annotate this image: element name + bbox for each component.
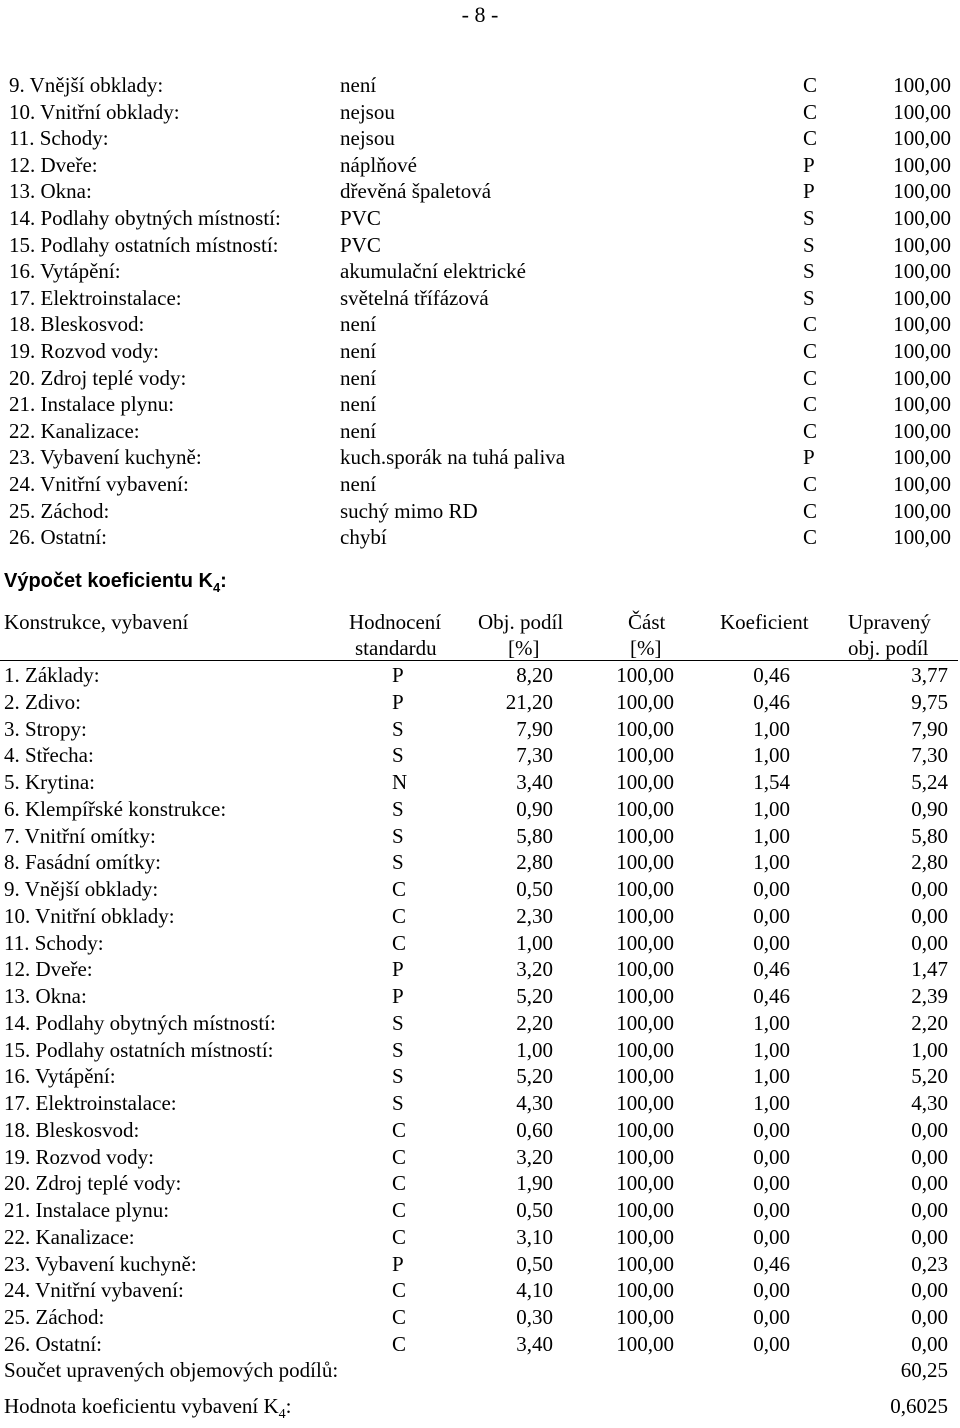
item-standard: P [803, 179, 815, 204]
row-standard: C [392, 930, 407, 955]
table-row [0, 903, 960, 930]
row-standard: S [392, 716, 404, 741]
row-name: 14. Podlahy obytných místností: [4, 1010, 276, 1035]
row-part: 100,00 [616, 716, 674, 741]
item-value: 100,00 [893, 126, 951, 151]
list-item [0, 338, 960, 364]
k4-label: Hodnota koeficientu vybavení $K_4$: [4, 1394, 292, 1423]
row-share: 0,60 [516, 1117, 553, 1142]
row-adjusted: 5,24 [911, 770, 948, 794]
row-adjusted: 0,00 [911, 1305, 948, 1329]
row-name: 26. Ostatní: [4, 1331, 102, 1356]
row-part: 100,00 [616, 1064, 674, 1089]
item-value: 100,00 [893, 152, 951, 177]
row-part: 100,00 [616, 1037, 674, 1062]
list-item [0, 498, 960, 524]
row-adjusted: 0,23 [911, 1251, 948, 1276]
row-standard: C [392, 903, 407, 928]
item-description: dřevěná špaletová [340, 179, 492, 204]
row-part: 100,00 [616, 823, 674, 848]
row-coefficient: 0,46 [753, 663, 790, 687]
row-name: 15. Podlahy ostatních místností: [4, 1037, 274, 1062]
item-standard: C [803, 339, 818, 363]
header-divider [0, 660, 958, 661]
item-standard: C [803, 73, 818, 97]
item-standard: S [803, 206, 815, 230]
row-part: 100,00 [616, 796, 674, 821]
page-number: - 8 - [461, 2, 499, 27]
table-row [0, 930, 960, 957]
item-name: 14. Podlahy obytných místností: [9, 206, 281, 230]
table-row [0, 1010, 960, 1037]
list-item [0, 418, 960, 444]
item-value: 100,00 [893, 73, 951, 97]
item-standard: S [803, 259, 815, 284]
table-row [0, 1144, 960, 1171]
table-row [0, 1251, 960, 1278]
table-row [0, 823, 960, 850]
table-row [0, 1063, 960, 1090]
row-part: 100,00 [616, 1091, 674, 1115]
row-part: 100,00 [616, 850, 674, 875]
table-row [0, 1304, 960, 1331]
row-part: 100,00 [616, 1010, 674, 1035]
row-adjusted: 0,00 [911, 930, 948, 955]
table-row [0, 1331, 960, 1358]
header-adjusted-2: obj. podíl [848, 636, 929, 660]
item-value: 100,00 [893, 179, 951, 204]
list-item [0, 258, 960, 284]
row-coefficient: 0,46 [753, 1251, 790, 1276]
list-item [0, 285, 960, 311]
list-item [0, 444, 960, 470]
table-row [0, 742, 960, 769]
row-coefficient: 0,00 [753, 1278, 790, 1303]
header-construction: Konstrukce, vybavení [4, 610, 189, 634]
item-description: světelná třífázová [340, 285, 489, 310]
item-description: suchý mimo RD [340, 498, 478, 523]
item-value: 100,00 [893, 232, 951, 257]
item-name: 19. Rozvod vody: [9, 339, 159, 363]
row-standard: C [392, 1278, 407, 1303]
item-description: není [340, 365, 377, 390]
row-share: 4,10 [516, 1278, 553, 1303]
row-name: 4. Střecha: [4, 743, 94, 768]
row-share: 5,20 [516, 984, 553, 1008]
item-name: 22. Kanalizace: [9, 418, 140, 443]
row-standard: C [392, 1198, 407, 1222]
header-standard-1: Hodnocení [349, 610, 442, 634]
item-value: 100,00 [893, 498, 951, 523]
row-share: 3,40 [516, 1331, 553, 1356]
row-share: 2,30 [516, 903, 553, 928]
table-row [0, 1224, 960, 1251]
table-row [0, 849, 960, 876]
row-part: 100,00 [616, 1144, 674, 1169]
row-standard: N [392, 770, 408, 794]
row-share: 0,50 [516, 1198, 553, 1222]
row-standard: C [392, 1224, 407, 1249]
row-adjusted: 0,00 [911, 1198, 948, 1222]
item-standard: C [803, 472, 818, 496]
table-row [0, 983, 960, 1010]
list-item [0, 311, 960, 337]
item-standard: S [803, 285, 815, 310]
item-value: 100,00 [893, 418, 951, 443]
row-name: 9. Vnější obklady: [4, 877, 159, 901]
row-part: 100,00 [616, 689, 674, 714]
row-part: 100,00 [616, 1251, 674, 1276]
row-part: 100,00 [616, 1331, 674, 1356]
item-value: 100,00 [893, 206, 951, 230]
row-coefficient: 0,00 [753, 877, 790, 901]
row-standard: S [392, 850, 404, 875]
row-coefficient: 1,00 [753, 1010, 790, 1035]
item-value: 100,00 [893, 99, 951, 124]
sum-row [0, 1357, 960, 1383]
row-share: 7,30 [516, 743, 553, 768]
header-adjusted-1: Upravený [848, 610, 931, 634]
item-description: chybí [340, 525, 387, 550]
row-coefficient: 0,00 [753, 1305, 790, 1329]
row-share: 2,20 [516, 1010, 553, 1035]
row-adjusted: 7,30 [911, 743, 948, 768]
item-description: není [340, 312, 377, 337]
item-standard: P [803, 152, 815, 177]
item-description: není [340, 339, 377, 363]
row-part: 100,00 [616, 1224, 674, 1249]
row-name: 12. Dveře: [4, 957, 93, 982]
row-standard: S [392, 743, 404, 768]
item-standard: P [803, 445, 815, 470]
list-item [0, 125, 960, 151]
row-coefficient: 0,46 [753, 957, 790, 982]
row-adjusted: 2,80 [911, 850, 948, 875]
row-standard: C [392, 877, 407, 901]
row-share: 1,00 [516, 1037, 553, 1062]
row-coefficient: 1,00 [753, 796, 790, 821]
item-value: 100,00 [893, 312, 951, 337]
row-standard: C [392, 1331, 407, 1356]
item-name: 20. Zdroj teplé vody: [9, 365, 187, 390]
item-standard: S [803, 232, 815, 257]
row-name: 11. Schody: [4, 930, 104, 955]
k4-value: 0,6025 [890, 1394, 948, 1418]
row-adjusted: 0,00 [911, 1278, 948, 1303]
row-part: 100,00 [616, 770, 674, 794]
row-standard: S [392, 1064, 404, 1089]
table-row [0, 876, 960, 903]
row-part: 100,00 [616, 984, 674, 1008]
row-part: 100,00 [616, 1305, 674, 1329]
header-share-2: [%] [508, 636, 540, 660]
row-adjusted: 0,90 [911, 796, 948, 821]
row-adjusted: 5,20 [911, 1064, 948, 1089]
row-name: 7. Vnitřní omítky: [4, 823, 156, 848]
row-standard: S [392, 1091, 404, 1115]
row-part: 100,00 [616, 1171, 674, 1196]
sum-value: 60,25 [900, 1358, 948, 1382]
item-value: 100,00 [893, 525, 951, 550]
row-share: 7,90 [516, 716, 553, 741]
row-name: 10. Vnitřní obklady: [4, 903, 175, 928]
row-name: 13. Okna: [4, 984, 87, 1008]
row-adjusted: 2,39 [911, 984, 948, 1008]
row-share: 0,30 [516, 1305, 553, 1329]
item-name: 18. Bleskosvod: [9, 312, 145, 337]
row-adjusted: 0,00 [911, 1171, 948, 1196]
row-standard: S [392, 823, 404, 848]
table-row [0, 956, 960, 983]
row-adjusted: 0,00 [911, 903, 948, 928]
item-description: nejsou [340, 99, 395, 124]
item-name: 13. Okna: [9, 179, 92, 204]
row-name: 2. Zdivo: [4, 689, 81, 714]
item-name: 26. Ostatní: [9, 525, 107, 550]
row-name: 17. Elektroinstalace: [4, 1091, 177, 1115]
item-name: 12. Dveře: [9, 152, 98, 177]
row-share: 4,30 [516, 1091, 553, 1115]
table-row [0, 1277, 960, 1304]
row-standard: P [392, 984, 404, 1008]
row-adjusted: 0,00 [911, 1224, 948, 1249]
item-standard: C [803, 392, 818, 417]
table-row [0, 716, 960, 743]
item-name: 9. Vnější obklady: [9, 73, 164, 97]
row-share: 0,50 [516, 1251, 553, 1276]
row-coefficient: 0,00 [753, 1198, 790, 1222]
row-adjusted: 0,00 [911, 1144, 948, 1169]
header-share-1: Obj. podíl [478, 610, 564, 634]
table-row [0, 769, 960, 796]
item-value: 100,00 [893, 259, 951, 284]
row-share: 0,90 [516, 796, 553, 821]
item-standard: C [803, 99, 818, 124]
row-name: 3. Stropy: [4, 716, 87, 741]
item-value: 100,00 [893, 445, 951, 470]
list-item [0, 178, 960, 204]
k4-row [0, 1393, 960, 1423]
row-adjusted: 5,80 [911, 823, 948, 848]
row-standard: P [392, 957, 404, 982]
row-coefficient: 0,46 [753, 984, 790, 1008]
row-name: 24. Vnitřní vybavení: [4, 1278, 184, 1303]
item-description: PVC [340, 232, 381, 257]
row-part: 100,00 [616, 957, 674, 982]
row-coefficient: 1,00 [753, 1064, 790, 1089]
row-name: 6. Klempířské konstrukce: [4, 796, 227, 821]
header-standard-2: standardu [355, 636, 437, 660]
row-adjusted: 0,00 [911, 1331, 948, 1356]
row-share: 8,20 [516, 663, 553, 687]
row-name: 16. Vytápění: [4, 1064, 116, 1089]
item-description: kuch.sporák na tuhá paliva [340, 445, 566, 470]
item-value: 100,00 [893, 339, 951, 363]
row-coefficient: 0,46 [753, 689, 790, 714]
list-item [0, 524, 960, 550]
row-name: 1. Základy: [4, 663, 100, 687]
item-name: 11. Schody: [9, 126, 109, 151]
row-standard: P [392, 1251, 404, 1276]
row-part: 100,00 [616, 1117, 674, 1142]
row-part: 100,00 [616, 663, 674, 687]
row-coefficient: 0,00 [753, 1331, 790, 1356]
row-coefficient: 1,00 [753, 743, 790, 768]
row-standard: S [392, 1010, 404, 1035]
row-share: 3,10 [516, 1224, 553, 1249]
row-part: 100,00 [616, 1278, 674, 1303]
list-item [0, 232, 960, 258]
table-row [0, 1037, 960, 1064]
row-adjusted: 2,20 [911, 1010, 948, 1035]
sum-label: Součet upravených objemových podílů: [4, 1358, 339, 1382]
list-item [0, 365, 960, 391]
item-name: 15. Podlahy ostatních místností: [9, 232, 279, 257]
list-item [0, 99, 960, 125]
item-name: 10. Vnitřní obklady: [9, 99, 180, 124]
item-name: 17. Elektroinstalace: [9, 285, 182, 310]
list-item [0, 205, 960, 231]
row-coefficient: 0,00 [753, 903, 790, 928]
header-part-2: [%] [630, 636, 662, 660]
row-name: 25. Záchod: [4, 1305, 105, 1329]
row-standard: C [392, 1117, 407, 1142]
row-adjusted: 0,00 [911, 1117, 948, 1142]
row-adjusted: 0,00 [911, 877, 948, 901]
item-description: není [340, 73, 377, 97]
row-coefficient: 1,00 [753, 716, 790, 741]
row-standard: S [392, 1037, 404, 1062]
row-adjusted: 4,30 [911, 1091, 948, 1115]
table-row [0, 689, 960, 716]
row-adjusted: 1,47 [911, 957, 948, 982]
row-share: 3,20 [516, 1144, 553, 1169]
item-value: 100,00 [893, 365, 951, 390]
item-description: není [340, 392, 377, 417]
row-share: 0,50 [516, 877, 553, 901]
item-description: není [340, 472, 377, 496]
row-name: 20. Zdroj teplé vody: [4, 1171, 182, 1196]
row-coefficient: 0,00 [753, 1144, 790, 1169]
item-standard: C [803, 498, 818, 523]
item-standard: C [803, 418, 818, 443]
item-value: 100,00 [893, 472, 951, 496]
row-coefficient: 0,00 [753, 930, 790, 955]
item-name: 16. Vytápění: [9, 259, 121, 284]
row-name: 22. Kanalizace: [4, 1224, 135, 1249]
item-description: náplňové [340, 152, 417, 177]
row-share: 3,40 [516, 770, 553, 794]
header-coefficient: Koeficient [720, 610, 809, 634]
item-standard: C [803, 365, 818, 390]
item-description: PVC [340, 206, 381, 230]
section-title: Výpočet koeficientu $K_4$: [4, 570, 227, 595]
list-item [0, 152, 960, 178]
row-coefficient: 1,00 [753, 1037, 790, 1062]
row-standard: C [392, 1144, 407, 1169]
item-value: 100,00 [893, 392, 951, 417]
row-share: 3,20 [516, 957, 553, 982]
item-name: 21. Instalace plynu: [9, 392, 175, 417]
item-description: nejsou [340, 126, 395, 151]
table-row [0, 1090, 960, 1117]
row-share: 1,90 [516, 1171, 553, 1196]
row-adjusted: 9,75 [911, 689, 948, 714]
table-row [0, 796, 960, 823]
row-part: 100,00 [616, 903, 674, 928]
row-adjusted: 3,77 [911, 663, 948, 687]
item-standard: C [803, 525, 818, 550]
row-name: 23. Vybavení kuchyně: [4, 1251, 197, 1276]
row-standard: P [392, 663, 404, 687]
table-row [0, 662, 960, 689]
row-share: 21,20 [505, 689, 553, 714]
row-part: 100,00 [616, 1198, 674, 1222]
row-part: 100,00 [616, 930, 674, 955]
item-standard: C [803, 126, 818, 151]
row-share: 1,00 [516, 930, 553, 955]
row-name: 5. Krytina: [4, 770, 95, 794]
row-coefficient: 0,00 [753, 1117, 790, 1142]
table-row [0, 1170, 960, 1197]
item-standard: C [803, 312, 818, 337]
row-standard: P [392, 689, 404, 714]
row-adjusted: 1,00 [911, 1037, 948, 1062]
row-name: 19. Rozvod vody: [4, 1144, 154, 1169]
row-name: 8. Fasádní omítky: [4, 850, 161, 875]
row-coefficient: 1,00 [753, 1091, 790, 1115]
row-standard: S [392, 796, 404, 821]
row-coefficient: 1,00 [753, 850, 790, 875]
item-name: 24. Vnitřní vybavení: [9, 472, 189, 496]
row-coefficient: 1,54 [753, 770, 790, 794]
row-share: 5,20 [516, 1064, 553, 1089]
row-adjusted: 7,90 [911, 716, 948, 741]
item-name: 25. Záchod: [9, 498, 110, 523]
row-share: 5,80 [516, 823, 553, 848]
table-row [0, 1197, 960, 1224]
list-item [0, 391, 960, 417]
table-row [0, 1117, 960, 1144]
row-name: 21. Instalace plynu: [4, 1198, 170, 1222]
header-part-1: Část [628, 610, 666, 634]
row-name: 18. Bleskosvod: [4, 1117, 140, 1142]
row-part: 100,00 [616, 877, 674, 901]
row-coefficient: 1,00 [753, 823, 790, 848]
item-name: 23. Vybavení kuchyně: [9, 445, 202, 470]
row-part: 100,00 [616, 743, 674, 768]
list-item [0, 72, 960, 98]
row-coefficient: 0,00 [753, 1224, 790, 1249]
list-item [0, 471, 960, 497]
item-description: akumulační elektrické [340, 259, 526, 284]
row-share: 2,80 [516, 850, 553, 875]
row-standard: C [392, 1305, 407, 1329]
item-value: 100,00 [893, 285, 951, 310]
item-description: není [340, 418, 377, 443]
row-coefficient: 0,00 [753, 1171, 790, 1196]
row-standard: C [392, 1171, 407, 1196]
